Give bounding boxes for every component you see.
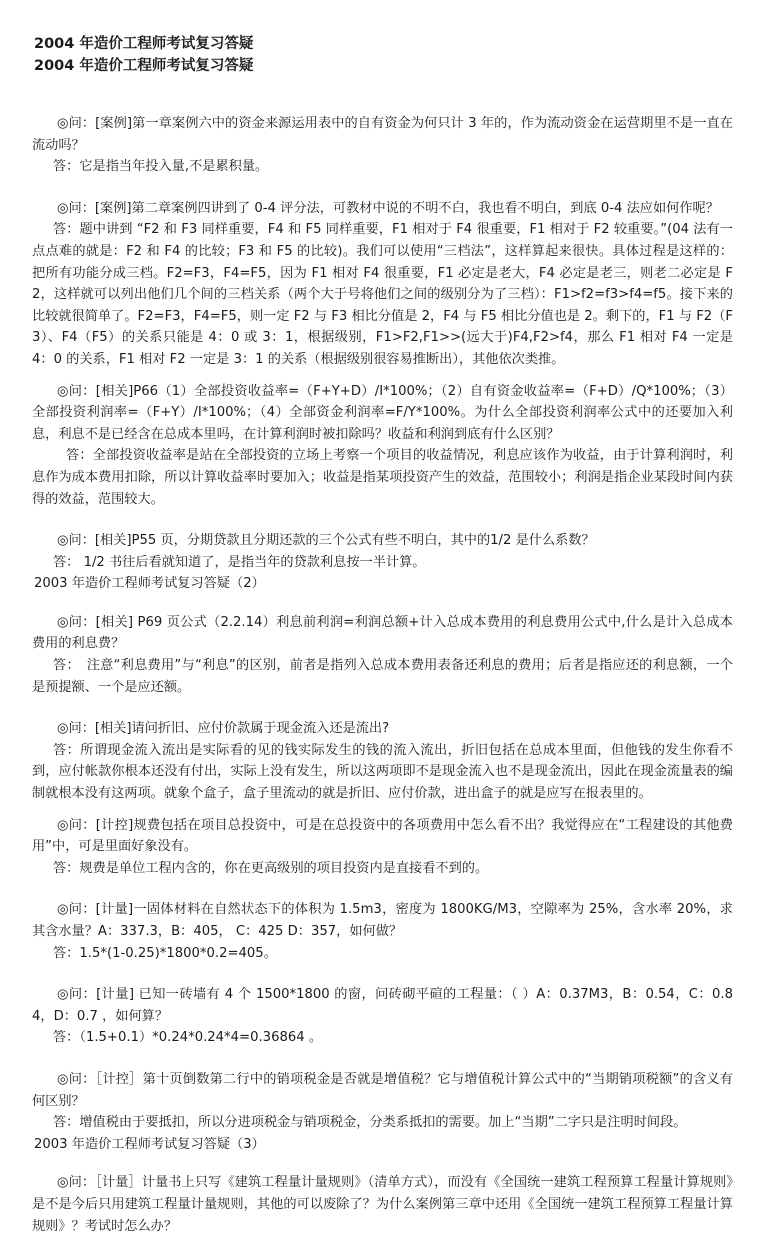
answer-paragraph-3: 答：全部投资收益率是站在全部投资的立场上考察一个项目的收益情况，利息应该作为收益，由于计算利润时，利息作为成本费用扣除，所以计算收益率时要加入；收益是指某项投资产生的效益，范围较小；利润是指企业某段时间内获得的效益，范围较大。 xyxy=(32,448,733,507)
question-paragraph-2: ◎问：[案例]第二章案例四讲到了 0-4 评分法，可教材中说的不明不白，我也看不明白，到底 0-4 法应如何作呢？ xyxy=(57,200,719,216)
doc-title-line-2: 2004 年造价工程师考试复习答疑 xyxy=(34,58,254,74)
answer-paragraph-6: 答：所谓现金流入流出是实际看的见的钱实际发生的钱的流入流出，折旧包括在总成本里面，但他钱的发生你看不到，应付帐款你根本还没有付出，实际上没有发生，所以这两项即不是现金流入也不是现金流出，因此在现金流量表的编制就根本没有这两项。就象个盒子，盒子里流动的就是折旧、应付价款，进出盒子的就是应写在报表里的。 xyxy=(32,742,733,802)
question-paragraph-9: ◎问：[计量] 已知一砖墙有 4 个 1500*1800 的窗，问砖砌平碹的工程量：（ ）A：0.37M3，B：0.54，C：0.84，D：0.7 ，如何算？ xyxy=(32,987,733,1024)
answer-paragraph-5: 答： 注意“利息费用”与“利息”的区别，前者是指列入总成本费用表备还利息的费用；后者是指应还的利息额，一个是预提额、一个是应还额。 xyxy=(32,658,733,695)
answer-paragraph-10: 答：增值税由于要抵扣，所以分进项税金与销项税金，分类系抵扣的需要。加上“当期”二字只是注明时间段。 xyxy=(53,1115,687,1131)
question-paragraph-4: ◎问：[相关]P55 页，分期贷款且分期还款的三个公式有些不明白，其中的1/2 是什么系数？ xyxy=(57,533,595,549)
section-header-3: 2003 年造价工程师考试复习答疑（3） xyxy=(34,1136,265,1152)
question-paragraph-7: ◎问：[计控]规费包括在项目总投资中，可是在总投资中的各项费用中怎么看不出？我觉得应在“工程建设的其他费用”中，可是里面好象没有。 xyxy=(32,817,733,855)
question-paragraph-6: ◎问：[相关]请问折旧、应付价款属于现金流入还是流出? xyxy=(57,721,390,737)
section-header-2: 2003 年造价工程师考试复习答疑（2） xyxy=(34,576,265,592)
question-paragraph-10: ◎问：［计控］第十页倒数第二行中的销项税金是否就是增值税？它与增值税计算公式中的“当期销项税额”的含义有何区别？ xyxy=(32,1071,733,1109)
answer-paragraph-4: 答： 1/2 书往后看就知道了，是指当年的贷款利息按一半计算。 xyxy=(53,554,426,570)
question-paragraph-8: ◎问：[计量]一固体材料在自然状态下的体积为 1.5m3，密度为 1800KG/M3，空隙率为 25%，含水率 20%，求其含水量？A：337.3，B：405， C：425 D：357，如何做？ xyxy=(32,902,733,939)
question-paragraph-5: ◎问：[相关] P69 页公式（2.2.14）利息前利润=利润总额+计入总成本费用的利息费用公式中,什么是计入总成本费用的利息费？ xyxy=(32,614,733,652)
answer-paragraph-7: 答：规费是单位工程内含的，你在更高级别的项目投资内是直接看不到的。 xyxy=(53,860,489,876)
answer-paragraph-9: 答：（1.5+0.1）*0.24*0.24*4=0.36864 。 xyxy=(53,1030,323,1046)
doc-title-line-1: 2004 年造价工程师考试复习答疑 xyxy=(34,36,254,52)
question-paragraph-3: ◎问：[相关]P66（1）全部投资收益率=（F+Y+D）/I*100%；（2）自有资金收益率=（F+D）/Q*100%；（3）全部投资利润率=（F+Y）/I*100%；（4）全部资金利润率=F/Y*100%。为什么全部投资利润率公式中的还要加入利息，利息不是已经含在总成本里吗，在计算利润时被扣除吗？收益和利润到底有什么区别？ xyxy=(32,383,733,442)
question-paragraph-11: ◎问：［计量］计量书上只写《建筑工程量计量规则》（清单方式），而没有《全国统一建筑工程预算工程量计算规则》是不是今后只用建筑工程量计量规则，其他的可以废除了？为什么案例第三章中还用《全国统一建筑工程预算工程量计算规则》？考试时怎么办？ xyxy=(32,1175,733,1234)
question-paragraph-1: ◎问：[案例]第一章案例六中的资金来源运用表中的自有资金为何只计 3 年的，作为流动资金在运营期里不是一直在流动吗？ xyxy=(32,116,733,153)
answer-paragraph-8: 答：1.5*(1-0.25)*1800*0.2=405。 xyxy=(53,945,277,961)
answer-paragraph-2: 答：题中讲到 “F2 和 F3 同样重要，F4 和 F5 同样重要，F1 相对于 F4 很重要，F1 相对于 F2 较重要。”(04 法有一点点难的就是：F2 和 F4 的比较；F3 和 F5 的比较)。我们可以使用“三档法”，这样算起来很快。具体过程是这样的：把所有功能分成三档。F2=F3，F4=F5，因为 F1 相对 F4 很重要，F1 必定是老大，F4 必定是老三，则老二必定是 F2，这样就可以列出他们几个间的三档关系（两个大于号将他们之间的级别分为了三档）：F1>f2=f3>f4=f5。接下来的比较就很简单了。F2=F3，F4=F5，则一定 F2 与 F3 相比分值是 2，F4 与 F5 相比分值也是 2。剩下的，F1 与 F2（F3）、F4（F5）的关系只能是 4：0 或 3：1，根据级别，F1>F2,F1>>(远大于)F4,F2>f4，那么 F1 相对 F4 一定是 4：0 的关系，F1 相对 F2 一定是 3：1 的关系（根据级别很容易推断出），其他依次类推。 xyxy=(32,222,733,367)
answer-paragraph-1: 答：它是指当年投入量,不是累积量。 xyxy=(53,159,269,175)
